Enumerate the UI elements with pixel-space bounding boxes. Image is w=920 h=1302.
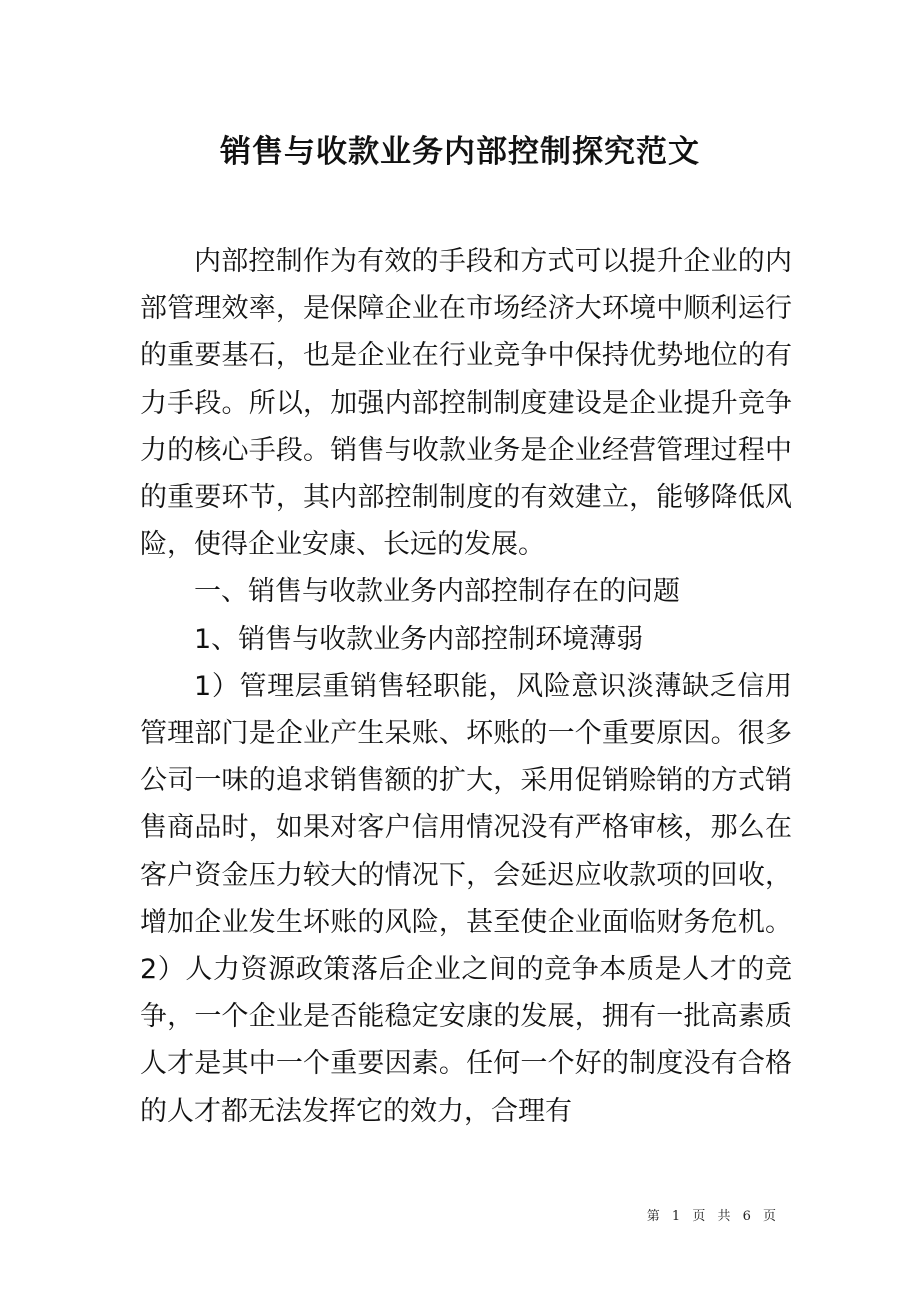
paragraph-management: 1）管理层重销售轻职能，风险意识淡薄缺乏信用管理部门是企业产生呆账、坏账的一个重要原因。很多公司一味的追求销售额的扩大，采用促销赊销的方式销售商品时，如果对客户信用情况没有严格审核，那么在客户资金压力较大的情况下，会延迟应收款项的回收，增加企业发生坏账的风险，甚至使企业面临财务危机。2）人力资源政策落后企业之间的竞争本质是人才的竞争，一个企业是否能稳定安康的发展，拥有一批高素质人才是其中一个重要因素。任何一个好的制度没有合格的人才都无法发挥它的效力，合理有	[140, 670, 792, 1127]
paragraph-intro: 内部控制作为有效的手段和方式可以提升企业的内部管理效率，是保障企业在市场经济大环境中顺利运行的重要基石，也是企业在行业竞争中保持优势地位的有力手段。所以，加强内部控制制度建设是企业提升竞争力的核心手段。销售与收款业务是企业经营管理过程中的重要环节，其内部控制制度的有效建立，能够降低风险，使得企业安康、长远的发展。	[140, 246, 792, 561]
page-number-footer: 第 1 页 共 6 页	[646, 1209, 780, 1224]
document-title: 销售与收款业务内部控制探究范文	[220, 134, 700, 170]
document-body	[140, 238, 792, 1135]
section-heading-1: 一、销售与收款业务内部控制存在的问题	[194, 576, 680, 608]
subsection-heading-1: 1、销售与收款业务内部控制环境薄弱	[194, 623, 644, 655]
